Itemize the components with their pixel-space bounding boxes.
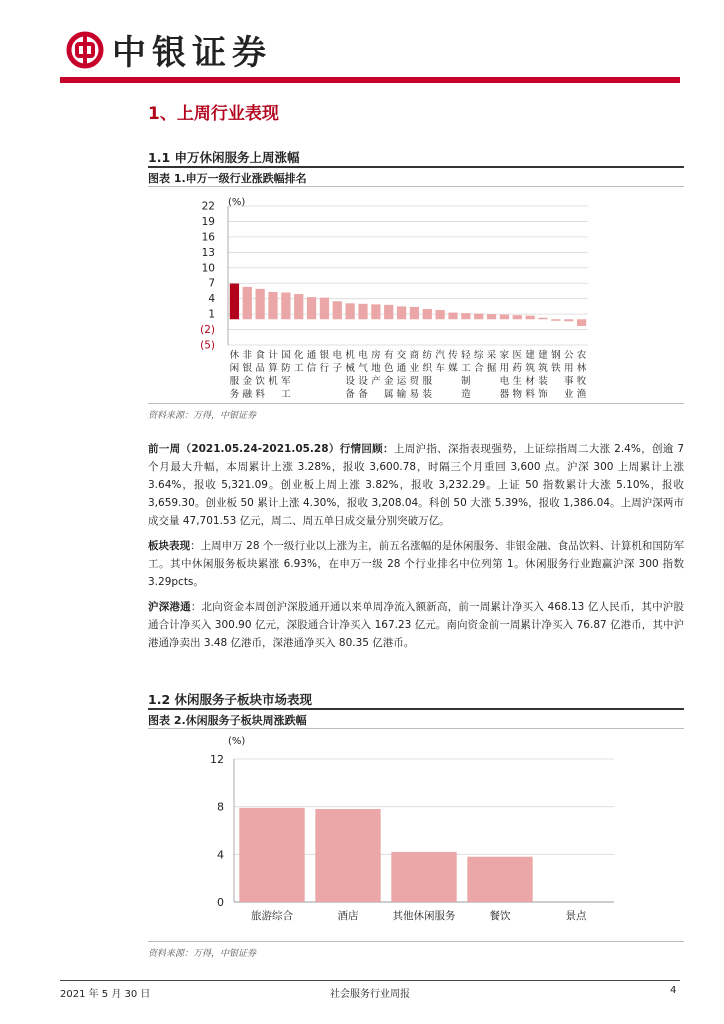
footer-date: 2021 年 5 月 30 日: [60, 989, 151, 1000]
bar-电子: [333, 301, 342, 319]
x-tick-label: 钢铁: [551, 350, 561, 374]
y-tick-label: (5): [200, 339, 215, 352]
x-tick-label: 农林牧渔: [576, 350, 587, 400]
y-tick-label: 19: [201, 215, 215, 228]
brand-name: 中银证券: [112, 33, 272, 73]
figure-caption-2: 图表 2.休闲服务子板块周涨跌幅: [148, 714, 307, 727]
x-tick-label: 建筑装饰: [538, 350, 548, 400]
x-tick-label: 公用事业: [563, 350, 574, 400]
bar-休闲服务: [230, 284, 239, 320]
bar-轻工制造: [461, 313, 470, 319]
source-rule: [148, 941, 684, 942]
bar-传媒: [448, 313, 457, 320]
x-tick-label: 景点: [565, 910, 587, 922]
x-tick-label: 家用电器: [499, 350, 510, 400]
figure-rule: [148, 186, 684, 187]
bar-酒店: [315, 809, 380, 902]
bar-建筑材料: [526, 316, 535, 320]
subsection-title-2: 1.2 休闲服务子板块市场表现: [148, 692, 312, 707]
x-tick-label: 电气设备: [358, 350, 368, 400]
x-tick-label: 旅游综合: [251, 910, 293, 922]
bar-计算机: [268, 292, 277, 319]
y-tick-label: 7: [208, 277, 215, 290]
x-tick-label: 酒店: [337, 910, 359, 922]
bar-家用电器: [500, 315, 509, 320]
sub-sector-chart: [148, 732, 684, 932]
x-tick-label: 采掘: [486, 350, 497, 374]
x-tick-label: 交通运输: [396, 350, 407, 400]
x-tick-label: 国防军工: [281, 350, 291, 400]
bar-电气设备: [358, 304, 367, 319]
subsection-title-1: 1.1 申万休闲服务上周涨幅: [148, 150, 300, 165]
x-tick-label: 传媒: [448, 350, 458, 374]
x-tick-label: 轻工制造: [461, 350, 471, 400]
y-tick-label: 16: [201, 231, 215, 244]
market-review-paragraph: [148, 440, 684, 530]
bar-化工: [294, 294, 303, 319]
x-tick-label: 综合: [473, 350, 484, 374]
y-axis-unit: (%): [228, 197, 246, 208]
source-rule: [148, 403, 684, 404]
x-tick-label: 电子: [332, 350, 343, 374]
x-tick-label: 房地产: [371, 350, 381, 387]
bar-旅游综合: [239, 808, 304, 902]
x-tick-label: 其他休闲服务: [392, 910, 456, 922]
figure-rule: [148, 728, 684, 729]
y-tick-label: (2): [200, 324, 215, 337]
paragraph-lead: 板块表现: [148, 540, 191, 552]
bar-银行: [320, 298, 329, 320]
paragraph-text: ：上周申万 28 个一级行业以上涨为主，前五名涨幅的是休闲服务、非银金融、食品饮料、计算机和国防军工。其中休闲服务板块累涨 6.93%，在申万一级 28 个行业排名中位列第 1。休闲服务行业跑赢沪深 300 指数 3.29pcts。: [148, 540, 684, 588]
x-tick-label: 通信: [306, 350, 317, 374]
x-tick-label: 有色金属: [383, 350, 394, 400]
stock-connect-paragraph: [148, 598, 684, 652]
x-tick-label: 建筑材料: [525, 350, 535, 400]
bar-农林牧渔: [577, 319, 586, 326]
footer-report-title: 社会服务行业周报: [330, 989, 410, 1000]
bar-钢铁: [551, 319, 560, 321]
page-number: 4: [670, 985, 677, 996]
x-tick-label: 商业贸易: [409, 350, 420, 400]
source-note-1: 资料来源：万得，中银证券: [148, 411, 257, 421]
bar-采掘: [487, 314, 496, 319]
x-tick-label: 化工: [293, 350, 304, 374]
bar-通信: [307, 297, 316, 319]
x-tick-label: 休闲服务: [229, 350, 240, 400]
bar-公用事业: [564, 319, 573, 321]
x-tick-label: 餐饮: [489, 910, 511, 922]
y-tick-label: 1: [208, 308, 215, 321]
bar-非银金融: [243, 287, 252, 319]
x-tick-label: 医药生物: [512, 350, 523, 400]
x-tick-label: 计算机: [268, 350, 278, 387]
y-tick-label: 12: [210, 753, 224, 766]
bar-房地产: [371, 304, 380, 319]
x-tick-label: 非银金融: [242, 350, 253, 400]
subsection-rule: [148, 166, 684, 168]
bar-国防军工: [281, 292, 290, 319]
source-note-2: 资料来源：万得，中银证券: [148, 949, 257, 959]
subsection-rule: [148, 708, 684, 710]
paragraph-text: 上周沪指、深指表现强势，上证综指周二大涨 2.4%，创逾 7 个月最大升幅，本周累计上涨 3.28%，报收 3,600.78，时隔三个月重回 3,600 点。沪深 300 上周累计上涨 3.64%，报收 5,321.09。创业板上周上涨 3.82%，报收 3,232.29。上证 50 指数累计大涨 5.10%，报收 3,659.30。创业板 50 累计上涨 4.30%，报收 3,208.04。科创 50 大涨 5.39%，报收 1,386.04。上周沪深两市成交量 47,701.53 亿元，周二、周五单日成交量分别突破万亿。: [148, 443, 684, 527]
bar-有色金属: [384, 305, 393, 319]
figure-caption-1: 图表 1.申万一级行业涨跌幅排名: [148, 172, 307, 185]
y-tick-label: 4: [217, 848, 224, 862]
bar-汽车: [436, 310, 445, 319]
bar-综合: [474, 314, 483, 320]
bar-机械设备: [346, 303, 355, 319]
bar-食品饮料: [256, 289, 265, 319]
bar-医药生物: [513, 315, 522, 319]
y-tick-label: 13: [201, 246, 215, 259]
y-tick-label: 4: [208, 293, 215, 306]
footer-rule: [60, 980, 680, 981]
y-axis-unit: (%): [228, 736, 246, 747]
x-tick-label: 纺织服装: [422, 350, 433, 400]
bar-其他休闲服务: [391, 852, 456, 902]
x-tick-label: 汽车: [435, 350, 445, 374]
y-tick-label: 22: [201, 200, 215, 213]
y-tick-label: 8: [217, 800, 224, 814]
paragraph-lead: 前一周（2021.05.24-2021.05.28）行情回顾：: [148, 443, 394, 455]
y-tick-label: 0: [217, 896, 224, 909]
bar-交通运输: [397, 306, 406, 319]
x-tick-label: 机械设备: [345, 350, 355, 400]
header-bar: [60, 77, 680, 83]
bar-建筑装饰: [538, 318, 547, 320]
bar-商业贸易: [410, 307, 419, 319]
x-tick-label: 食品饮料: [255, 350, 265, 400]
paragraph-text: ：北向资金本周创沪深股通开通以来单周净流入额新高，前一周累计净买入 468.13 亿人民币，其中沪股通合计净买入 300.90 亿元，深股通合计净买入 167.23 亿元。南向资金前一周累计净买入 76.87 亿港币，其中沪港通净卖出 3.48 亿港币，深港通净买入 80.35 亿港币。: [148, 601, 685, 649]
sector-performance-paragraph: [148, 537, 684, 591]
bank-of-china-logo: [66, 31, 104, 69]
x-tick-label: 银行: [319, 350, 330, 374]
bar-纺织服装: [423, 309, 432, 319]
paragraph-lead: 沪深港通: [148, 601, 191, 613]
section-title: 1、上周行业表现: [148, 104, 279, 124]
y-tick-label: 10: [201, 262, 215, 275]
bar-餐饮: [467, 857, 532, 902]
